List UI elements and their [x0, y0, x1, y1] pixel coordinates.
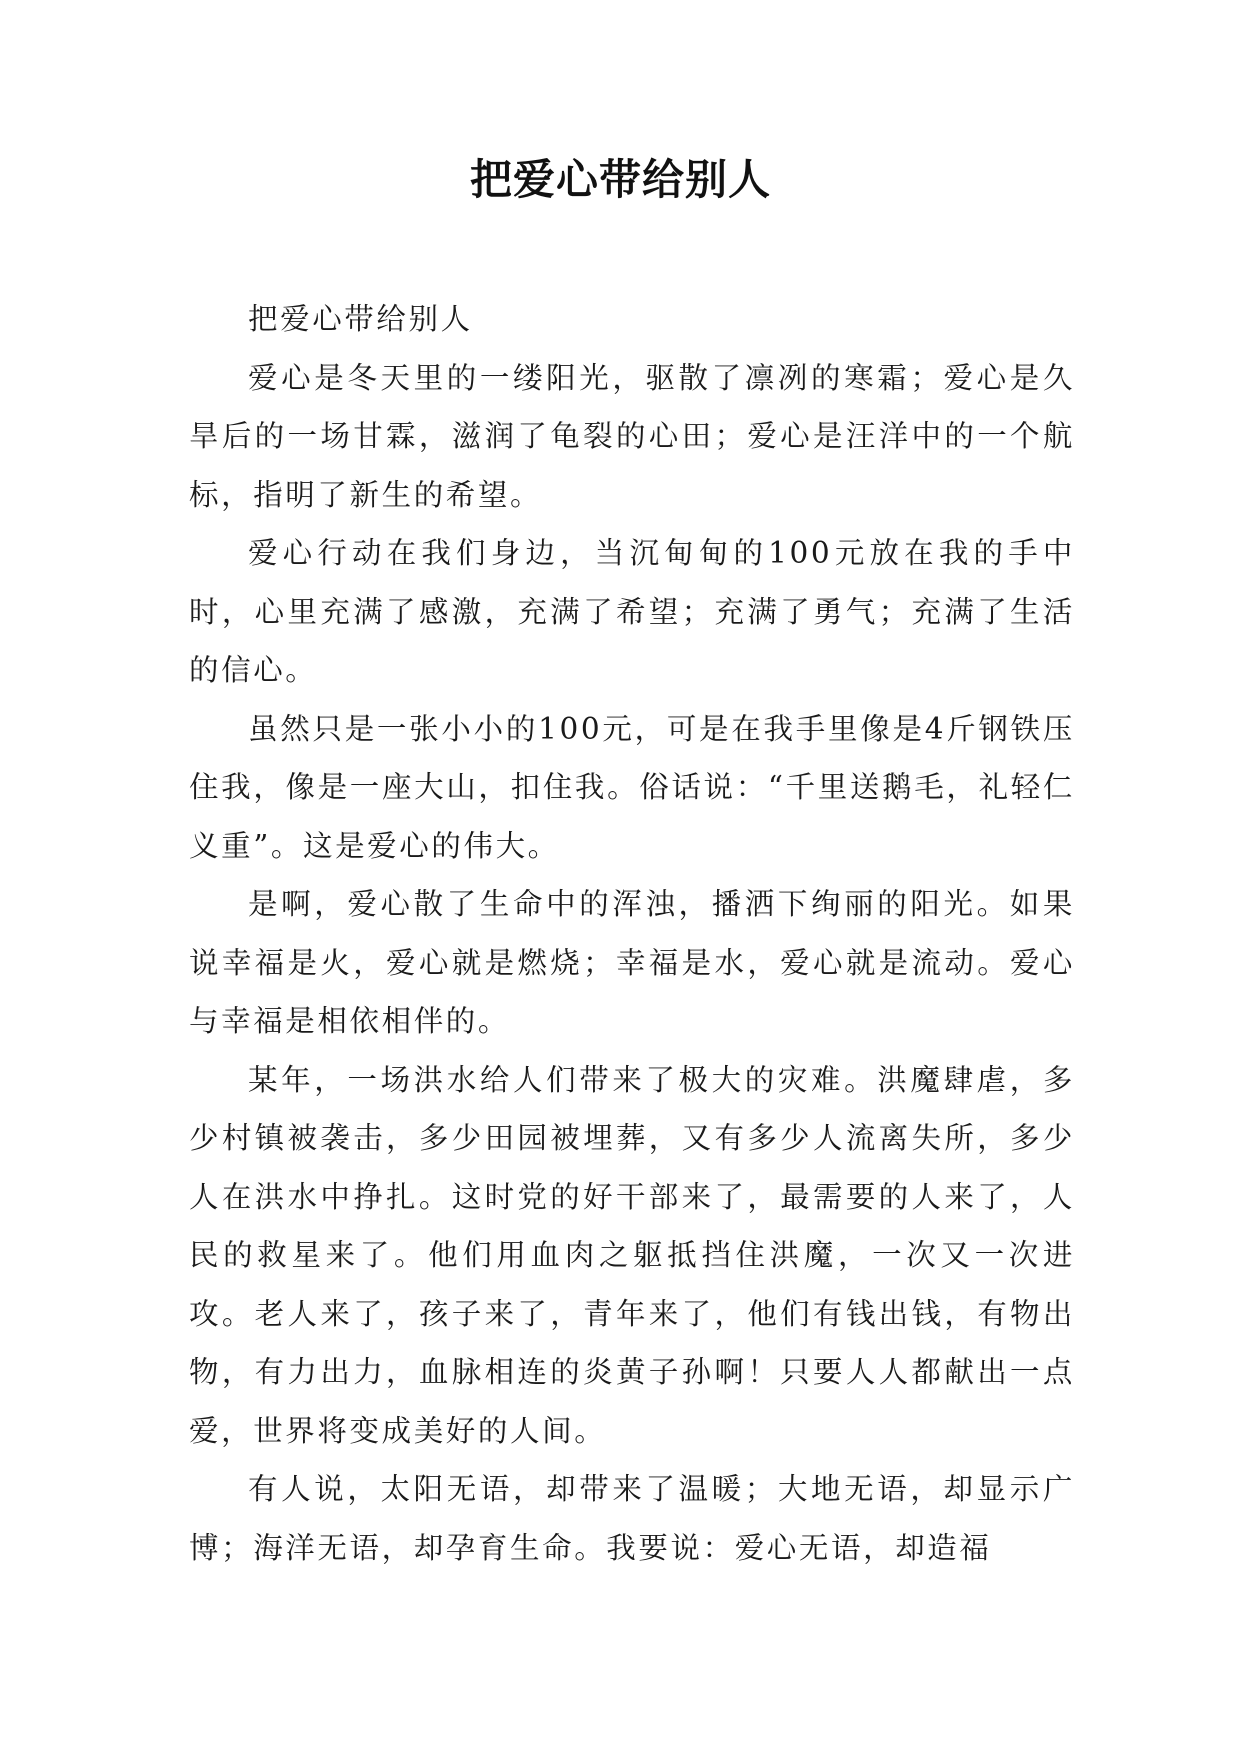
paragraph: 爱心行动在我们身边，当沉甸甸的100元放在我的手中时，心里充满了感激，充满了希望；充满了勇气；充满了生活的信心。 [189, 536, 1075, 687]
paragraph: 爱心是冬天里的一缕阳光，驱散了凛冽的寒霜；爱心是久旱后的一场甘霖，滋润了龟裂的心田；爱心是汪洋中的一个航标，指明了新生的希望。 [189, 360, 1075, 512]
document-body [189, 290, 1075, 1577]
document-title: 把爱心带给别人 [469, 155, 771, 204]
paragraph: 有人说，太阳无语，却带来了温暖；大地无语，却显示广博；海洋无语，却孕育生命。我要说：爱心无语，却造福 [189, 1472, 1075, 1565]
paragraph: 是啊，爱心散了生命中的浑浊，播洒下绚丽的阳光。如果说幸福是火，爱心就是燃烧；幸福是水，爱心就是流动。爱心与幸福是相依相伴的。 [189, 887, 1075, 1038]
paragraph: 某年，一场洪水给人们带来了极大的灾难。洪魔肆虐，多少村镇被袭击，多少田园被埋葬，又有多少人流离失所，多少人在洪水中挣扎。这时党的好干部来了，最需要的人来了，人民的救星来了。他们用血肉之躯抵挡住洪魔，一次又一次进攻。老人来了，孩子来了，青年来了，他们有钱出钱，有物出物，有力出力，血脉相连的炎黄子孙啊！只要人人都献出一点爱，世界将变成美好的人间。 [189, 1062, 1075, 1448]
paragraph-subtitle: 把爱心带给别人 [248, 302, 473, 336]
paragraph: 虽然只是一张小小的100元，可是在我手里像是4斤钢铁压住我，像是一座大山，扣住我。俗话说：“千里送鹅毛，礼轻仁义重”。这是爱心的伟大。 [189, 711, 1075, 863]
